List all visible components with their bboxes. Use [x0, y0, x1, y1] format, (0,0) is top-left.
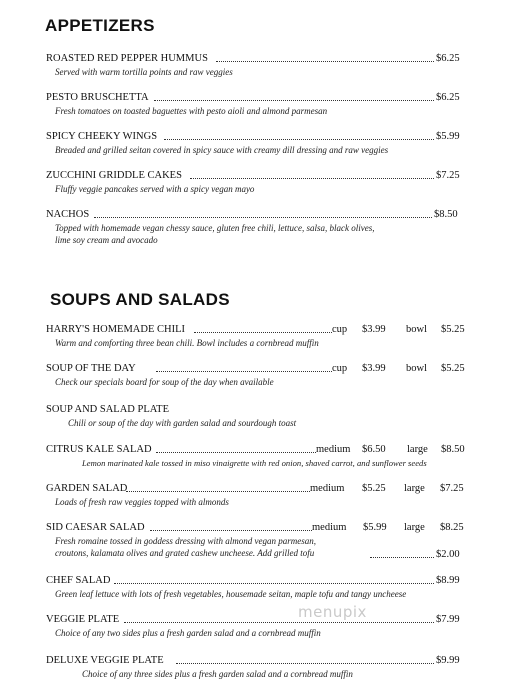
item-price: $5.99 [436, 131, 460, 142]
item-price: $8.50 [434, 209, 458, 220]
size-label-medium: medium [310, 483, 345, 494]
leader-dots [126, 491, 310, 492]
item-description: Loads of fresh raw veggies topped with almonds [55, 497, 229, 507]
leader-dots [94, 217, 432, 218]
price-cup: $3.99 [362, 363, 386, 374]
item-description: Green leaf lettuce with lots of fresh vegetables, housemade seitan, maple tofu and tangy uncheese [55, 589, 407, 599]
item-name: CITRUS KALE SALAD [46, 444, 152, 455]
item-name: PESTO BRUSCHETTA [46, 92, 149, 103]
size-label-large: large [404, 522, 425, 533]
item-price: $6.25 [436, 92, 460, 103]
price-large: $8.50 [441, 444, 465, 455]
item-name: SID CAESAR SALAD [46, 522, 145, 533]
item-name: SPICY CHEEKY WINGS [46, 131, 158, 142]
price-large: $8.25 [440, 522, 464, 533]
leader-dots [114, 583, 434, 584]
leader-dots [194, 332, 332, 333]
item-description: Choice of any two sides plus a fresh garden salad and a cornbread muffin [55, 628, 321, 638]
item-description: Choice of any three sides plus a fresh garden salad and a cornbread muffin [82, 669, 353, 679]
leader-dots [124, 622, 434, 623]
item-name: ROASTED RED PEPPER HUMMUS [46, 53, 208, 64]
item-price: $7.25 [436, 170, 460, 181]
item-description: Breaded and grilled seitan covered in spicy sauce with creamy dill dressing and raw veggies [55, 145, 389, 155]
item-name: ZUCCHINI GRIDDLE CAKES [46, 170, 182, 181]
item-name: GARDEN SALAD [46, 483, 128, 494]
size-label-cup: cup [332, 363, 348, 374]
item-description: croutons, kalamata olives and grated cashew uncheese. Add grilled tofu [55, 548, 315, 558]
item-name: CHEF SALAD [46, 575, 111, 586]
item-description: lime soy cream and avocado [55, 235, 158, 245]
price-bowl: $5.25 [441, 363, 465, 374]
item-name: HARRY'S HOMEMADE CHILI [46, 324, 185, 335]
item-name: VEGGIE PLATE [46, 614, 120, 625]
leader-dots [154, 100, 434, 101]
size-label-bowl: bowl [406, 324, 427, 335]
size-label-bowl: bowl [406, 363, 427, 374]
size-label-medium: medium [316, 444, 351, 455]
price-medium: $5.99 [363, 522, 387, 533]
price-cup: $3.99 [362, 324, 386, 335]
item-description: Fresh tomatoes on toasted baguettes with pesto aioli and almond parmesan [55, 106, 328, 116]
item-description: Warm and comforting three bean chili. Bowl includes a cornbread muffin [55, 338, 319, 348]
price-large: $7.25 [440, 483, 464, 494]
item-description: Served with warm tortilla points and raw veggies [55, 67, 233, 77]
item-name: SOUP AND SALAD PLATE [46, 404, 170, 415]
leader-dots [176, 663, 434, 664]
size-label-large: large [404, 483, 425, 494]
item-description: Topped with homemade vegan chessy sauce, gluten free chili, lettuce, salsa, black olives, [55, 223, 375, 233]
leader-dots [156, 371, 332, 372]
item-description: Check our specials board for soup of the day when available [55, 377, 274, 387]
soups-salads-heading: SOUPS AND SALADS [50, 290, 230, 309]
watermark: menupix [298, 603, 367, 621]
addon-price: $2.00 [436, 549, 460, 560]
item-name: SOUP OF THE DAY [46, 363, 136, 374]
leader-dots [156, 452, 316, 453]
size-label-medium: medium [312, 522, 347, 533]
item-name: DELUXE VEGGIE PLATE [46, 655, 164, 666]
item-description: Chili or soup of the day with garden salad and sourdough toast [68, 418, 297, 428]
price-medium: $5.25 [362, 483, 386, 494]
item-description: Fresh romaine tossed in goddess dressing with almond vegan parmesan, [55, 536, 316, 546]
item-price: $8.99 [436, 575, 460, 586]
leader-dots [216, 61, 434, 62]
leader-dots [150, 530, 312, 531]
appetizers-heading: APPETIZERS [45, 16, 155, 35]
item-price: $6.25 [436, 53, 460, 64]
item-name: NACHOS [46, 209, 90, 220]
leader-dots [190, 178, 434, 179]
price-medium: $6.50 [362, 444, 386, 455]
item-price: $7.99 [436, 614, 460, 625]
size-label-cup: cup [332, 324, 348, 335]
leader-dots [370, 557, 434, 558]
leader-dots [164, 139, 434, 140]
item-price: $9.99 [436, 655, 460, 666]
price-bowl: $5.25 [441, 324, 465, 335]
size-label-large: large [407, 444, 428, 455]
item-description: Fluffy veggie pancakes served with a spicy vegan mayo [55, 184, 255, 194]
item-description: Lemon marinated kale tossed in miso vinaigrette with red onion, shaved carrot, and sunflower seeds [82, 458, 427, 468]
